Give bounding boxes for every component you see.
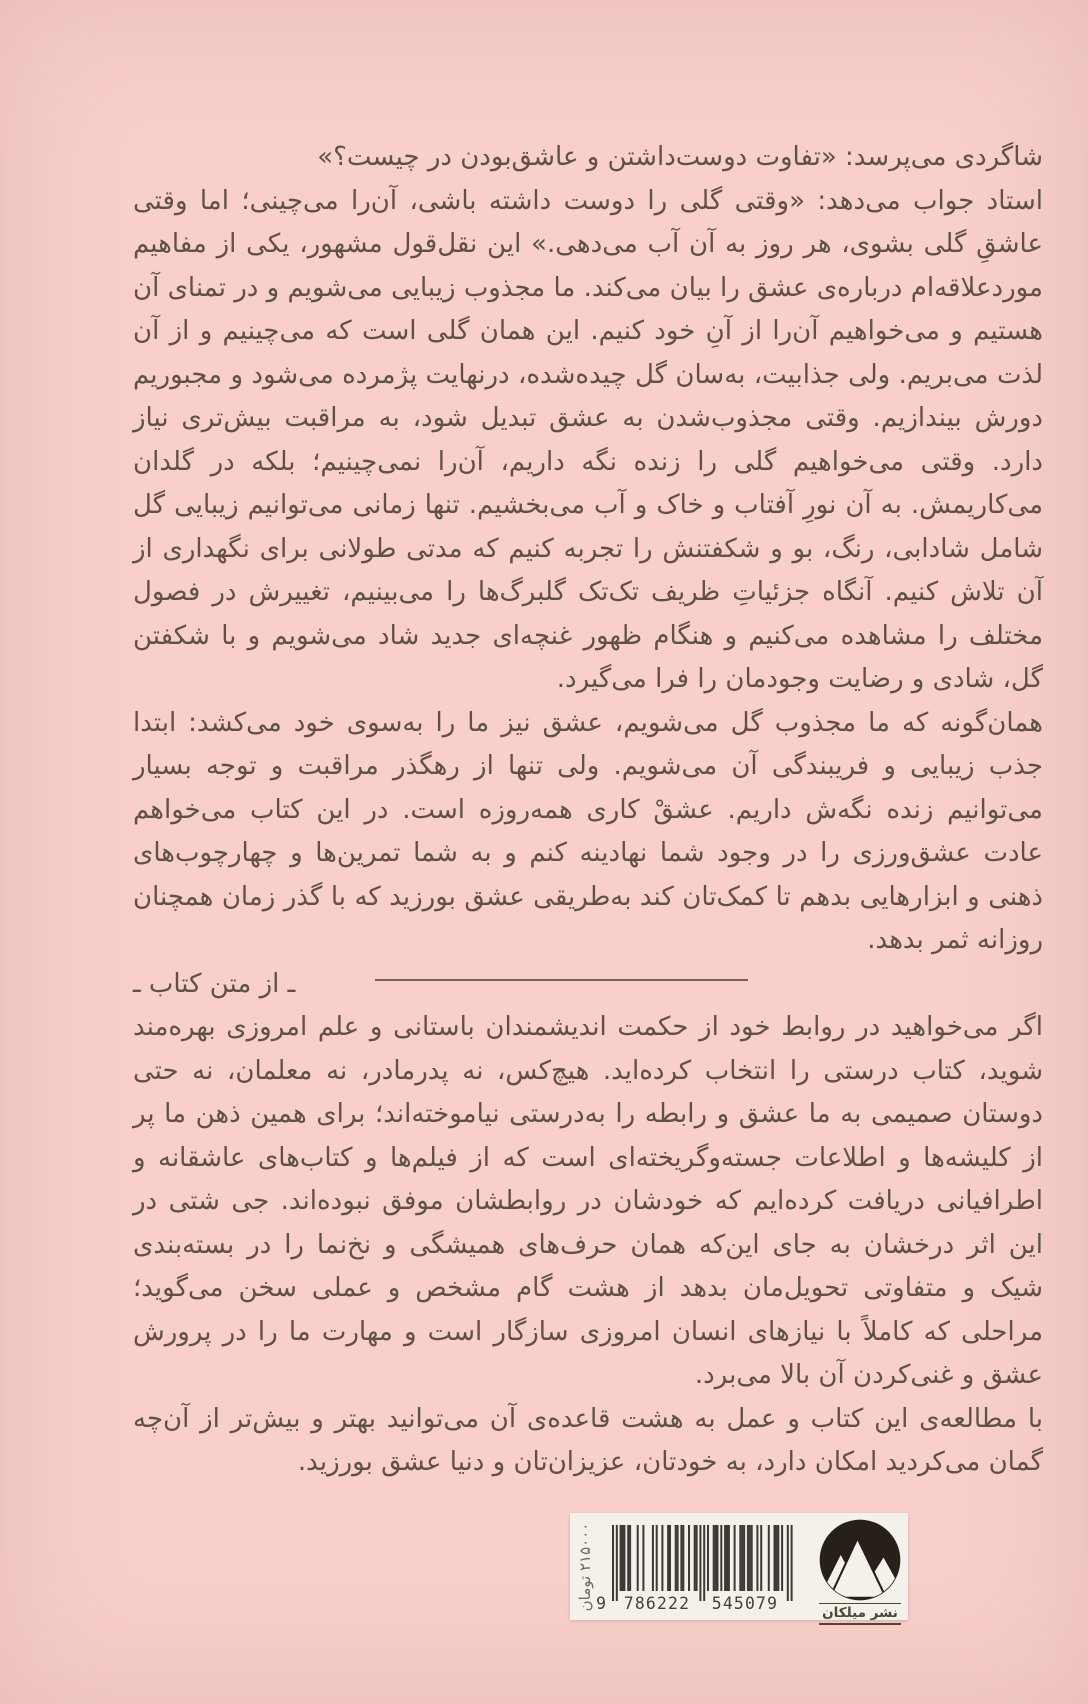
blurb-paragraph: اگر می‌خواهید در روابط خود از حکمت اندیشمندان باستانی و علم امروزی بهره‌مند شوید، کتاب درستی را انتخاب کرده‌اید. هیچ‌کس، نه پدرمادر، نه معلمان، نه حتی دوستان صمیمی به ما عشق و رابطه را به‌درستی نیاموخته‌اند؛ برای همین ذهن ما پر از کلیشه‌ها و اطلاعات جسته‌وگریخته‌ای است که از فیلم‌ها و کتاب‌های عاشقانه و اطرافیانی دریافت کرده‌ایم که خودشان در روابطشان موفق نبوده‌اند. جی شتی در این اثر درخشان به جای این‌که همان حرف‌های همیشگی و نخ‌نما را در بسته‌بندی شیک و متفاوتی تحویل‌مان بدهد از هشت گام مشخص و عملی سخن می‌گوید؛ مراحلی که کاملاً با نیازهای انسان امروزی سازگار است و مهارت ما را در پرورش عشق و غنی‌کردن آن بالا می‌برد.	[133, 1012, 1043, 1390]
excerpt-paragraph: استاد جواب می‌دهد: «وقتی گلی را دوست داشته باشی، آن‌را می‌چینی؛ اما وقتی عاشقِ گلی بشوی، هر روز به آن آب می‌دهی.» این نقل‌قول مشهور، یکی از مفاهیم موردعلاقه‌ام درباره‌ی عشق را بیان می‌کند. ما مجذوب زیبایی می‌شویم و در تمنای آن هستیم و می‌خواهیم آن‌را از آنِ خود کنیم. این همان گلی است که می‌چینیم و از آن لذت می‌بریم. ولی جذابیت، به‌سان گل چیده‌شده، درنهایت پژمرده می‌شود و مجبوریم دورش بیندازیم. وقتی مجذوب‌شدن به عشق تبدیل شود، به مراقبت بیش‌تری نیاز دارد. وقتی می‌خواهیم گلی را زنده نگه داریم، آن‌را نمی‌چینیم؛ بلکه در گلدان می‌کاریمش. به آن نورِ آفتاب و خاک و آب می‌بخشیم. تنها زمانی می‌توانیم زیبایی گل شامل شادابی، رنگ، بو و شکفتنش را تجربه کنیم که مدتی طولانی برای نگهداری از آن تلاش کنیم. آنگاه جزئیاتِ ظریف تک‌تک گلبرگ‌ها را می‌بینیم، تغییرش در فصول مختلف را مشاهده می‌کنیم و هنگام ظهور غنچه‌ای جدید شاد می‌شویم و با شکفتن گل، شادی و رضایت وجودمان را فرا می‌گیرد.	[133, 185, 1043, 694]
milkan-mountains-logo-icon	[818, 1518, 902, 1602]
ean13-barcode-icon	[588, 1519, 798, 1613]
isbn-group-1: 786222	[623, 1594, 691, 1613]
isbn-first-digit: 9	[596, 1594, 606, 1613]
excerpt-paragraph: شاگردی می‌پرسد: «تفاوت دوست‌داشتن و عاشق‌بودن در چیست؟»	[317, 142, 1043, 172]
excerpt-paragraph: همان‌گونه که ما مجذوب گل می‌شویم، عشق نیز ما را به‌سوی خود می‌کشد: ابتدا جذب زیبایی و فریبندگی آن می‌شویم. ولی تنها از رهگذر مراقبت و توجه بسیار می‌توانیم زنده نگه‌ش داریم. عشقْ کاری همه‌روزه است. در این کتاب می‌خواهم عادت عشق‌ورزی را در وجود شما نهادینه کنم و به شما تمرین‌ها و چهارچوب‌های ذهنی و ابزارهایی بدهم تا کمک‌تان کند به‌طریقی عشق بورزید که با گذر زمان همچنان روزانه ثمر بدهد.	[133, 707, 1043, 955]
publisher-name: نشر میلکان	[819, 1603, 901, 1625]
section-divider	[375, 979, 748, 981]
blurb-paragraph: با مطالعه‌ی این کتاب و عمل به هشت قاعده‌ی آن می‌توانید بهتر و بیش‌تر از آن‌چه گمان می‌کردید امکان دارد، به خودتان، عزیزان‌تان و دنیا عشق بورزید.	[133, 1403, 1043, 1477]
isbn-group-2: 545079	[711, 1594, 779, 1613]
barcode-price-label	[570, 1513, 908, 1620]
book-excerpt-section	[133, 136, 1043, 1006]
publisher-block	[817, 1518, 903, 1625]
publisher-blurb-section	[133, 1006, 1043, 1485]
price-text: ۲۱۵۰۰۰ تومان	[576, 1522, 594, 1611]
excerpt-attribution: ـ از متن کتاب ـ	[133, 968, 296, 999]
